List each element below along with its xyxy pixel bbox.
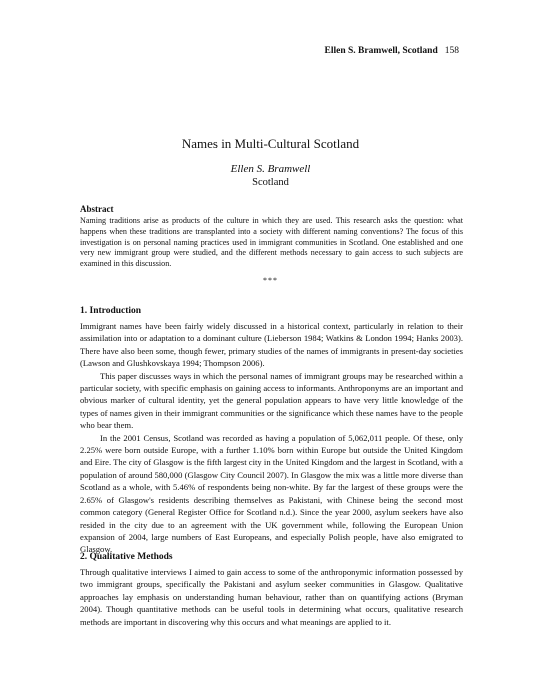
section-qualitative-methods (80, 552, 463, 628)
paragraph: In the 2001 Census, Scotland was recorded as having a population of 5,062,011 people. Of these, only 2.25% were born outside Europe, with a further 1.10% born within Europe but outside the United Kingdom and Eire. The city of Glasgow is the fifth largest city in the United Kingdom and the largest in Scotland, with a population of around 580,000 (Glasgow City Council 2007). In Glasgow the mix was a little more diverse than Scotland as a whole, with 5.46% of respondents being non-white. By far the largest of these groups were the 2.65% of Glasgow's residents describing themselves as Pakistani, with Chinese being the second most common category (General Register Office for Scotland n.d.). Since the year 2000, asylum seekers have also resided in the city due to an agreement with the UK government while, following the European Union expansion of 2004, large numbers of East Europeans, and especially Polish people, have also emigrated to Glasgow. (80, 432, 463, 555)
running-head-author: Ellen S. Bramwell, Scotland (324, 46, 438, 56)
paragraph: Through qualitative interviews I aimed to gain access to some of the anthroponymic information possessed by two immigrant groups, specifically the Pakistani and asylum seeker communities in Glasgow. Qualitative approaches lay emphasis on understanding human behaviour, rather than on quantifying actions (Bryman 2004). Though quantitative methods can be useful tools in determining what occurs, qualitative research methods are important in discovering why this occurs and what meanings are applied to it. (80, 567, 463, 627)
section-heading: 2. Qualitative Methods (80, 552, 173, 562)
abstract-heading: Abstract (80, 204, 114, 214)
author-affiliation: Scotland (252, 177, 289, 188)
page-number: 158 (444, 46, 459, 56)
abstract-text: Naming traditions arise as products of the culture in which they are used. This research asks the question: what happens when these traditions are transplanted into a society with different naming conventions? The focus of this investigation is on personal naming practices used in immigrant communities in Scotland. One established and one very new immigrant group were studied, and the different methods necessary to gain access to such subjects are examined in this discussion. (80, 216, 463, 269)
running-head (325, 46, 459, 56)
section-separator: *** (263, 276, 278, 285)
section-introduction (80, 306, 463, 556)
paragraph: This paper discusses ways in which the personal names of immigrant groups may be researched within a particular society, with specific emphasis on gaining access to informants. Anthroponyms are an important and obvious marker of cultural identity, yet the general population appears to have very little knowledge of the types of names given in their immigrant communities or the significance which these names have to the people who bear them. (80, 370, 463, 431)
section-heading: 1. Introduction (80, 306, 142, 316)
author-name: Ellen S. Bramwell (230, 163, 311, 175)
paragraph: Immigrant names have been fairly widely discussed in a historical context, particularly in relation to their assimilation into or adaptation to a dominant culture (Lieberson 1984; Watkins & London 1994; Hanks 2003). There have also been some, though fewer, primary studies of the names of immigrants in present-day societies (Lawson and Glushkovskaya 1994; Thompson 2006). (80, 321, 463, 369)
paper-title: Names in Multi-Cultural Scotland (181, 136, 360, 151)
